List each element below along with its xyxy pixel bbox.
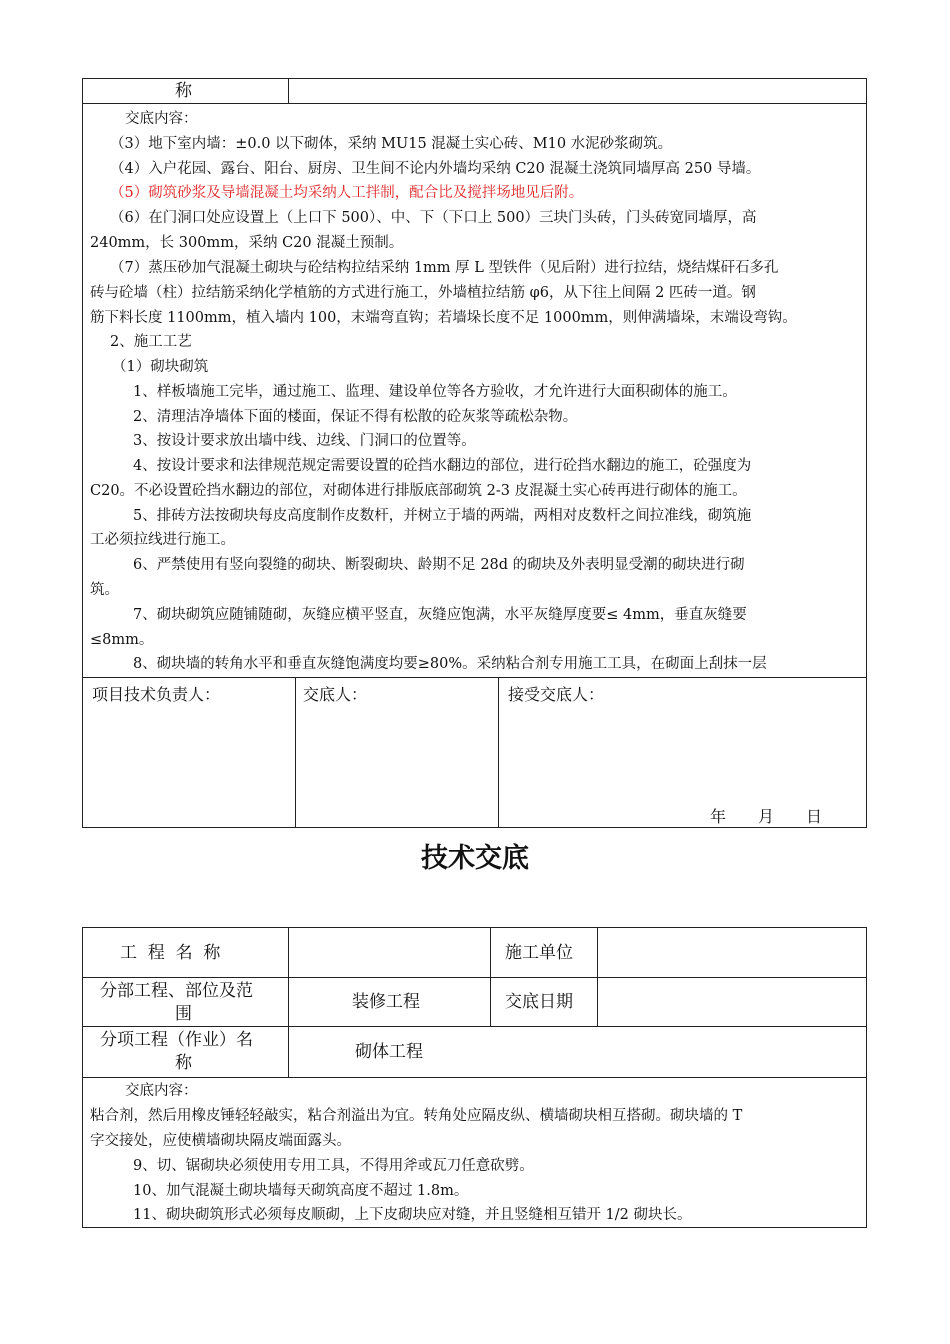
- signature-divider-1: [295, 677, 296, 828]
- top-line-7: 砖与砼墙（柱）拉结筋采纳化学植筋的方式进行施工，外墙植拉结筋 φ6，从下往上间隔 2 匹砖一道。钢: [90, 285, 756, 301]
- top-line-8: 筋下料长度 1100mm，植入墙内 100，末端弯直钩；若墙垛长度不足 1000mm，则伸满墙垛，末端设弯钩。: [90, 310, 797, 326]
- subitem-value: 砌体工程: [355, 1042, 423, 1062]
- document-title: 技术交底: [421, 843, 529, 874]
- top-line-6: （7）蒸压砂加气混凝土砌块与砼结构拉结采纳 1mm 厚 L 型铁件（见后附）进行拉结，烧结煤矸石多孔: [110, 260, 779, 276]
- top-line-13: 3、按设计要求放出墙中线、边线、门洞口的位置等。: [133, 433, 476, 449]
- top-line-18: 6、严禁使用有竖向裂缝的砌块、断裂砌块、龄期不足 28d 的砌块及外表明显受潮的砌块进行砌: [133, 557, 745, 573]
- signature-row-rule: [82, 677, 867, 678]
- top-name-label-tail: 称: [175, 81, 192, 101]
- construction-unit-label: 施工单位: [505, 943, 573, 963]
- signature-divider-2: [498, 677, 499, 828]
- bottom-row-rule-2: [82, 1026, 867, 1027]
- top-line-9: 2、施工工艺: [110, 334, 192, 350]
- top-line-20: 7、砌块砌筑应随铺随砌，灰缝应横平竖直，灰缝应饱满，水平灰缝厚度要≤ 4mm，垂直灰缝要: [133, 607, 747, 623]
- bottom-line-3: 9、切、锯砌块必须使用专用工具，不得用斧或瓦刀任意砍劈。: [133, 1158, 534, 1174]
- bottom-content-label: 交底内容：: [125, 1083, 198, 1099]
- top-line-3-highlight: （5）砌筑砂浆及导墙混凝土均采纳人工拌制，配合比及搅拌场地见后附。: [110, 185, 584, 201]
- discloser-signature-label: 交底人：: [303, 685, 368, 704]
- top-header-rule: [82, 103, 867, 104]
- top-line-22: 8、砌块墙的转角水平和垂直灰缝饱满度均要≥80%。采纳粘合剂专用施工工具，在砌面上刮抹一层: [133, 656, 767, 672]
- top-line-16: 5、排砖方法按砌块每皮高度制作皮数杆，并树立于墙的两端，两相对皮数杆之间拉准线，砌筑施: [133, 508, 752, 524]
- top-line-2: （4）入户花园、露台、阳台、厨房、卫生间不论内外墙均采纳 C20 混凝土浇筑同墙厚高 250 导墙。: [110, 161, 761, 177]
- bottom-row-rule-1: [82, 977, 867, 978]
- top-line-11: 1、样板墙施工完毕，通过施工、监理、建设单位等各方验收，才允许进行大面积砌体的施工。: [133, 384, 737, 400]
- top-line-1: （3）地下室内墙：±0.0 以下砌体，采纳 MU15 混凝土实心砖、M10 水泥砂浆砌筑。: [110, 136, 673, 152]
- top-content-label: 交底内容：: [125, 111, 198, 127]
- top-line-19: 筑。: [90, 582, 119, 598]
- bottom-col-divider-2: [490, 927, 491, 1026]
- top-line-10: （1）砌块砌筑: [112, 359, 209, 375]
- bottom-col-divider-1: [288, 927, 289, 1077]
- disclosure-date-label: 交底日期: [505, 992, 573, 1012]
- date-year-label: 年: [710, 807, 727, 826]
- top-line-14: 4、按设计要求和法律规范规定需要设置的砼挡水翻边的部位，进行砼挡水翻边的施工，砼强度为: [133, 458, 752, 474]
- division-label-line-1: 分部工程、部位及范: [100, 981, 253, 1001]
- top-name-divider: [288, 78, 289, 104]
- division-label-line-2: 围: [175, 1004, 192, 1024]
- bottom-line-1: 粘合剂，然后用橡皮锤轻轻敲实，粘合剂溢出为宜。转角处应隔皮纵、横墙砌块相互搭砌。砌块墙的 T: [90, 1108, 743, 1124]
- tech-lead-signature-label: 项目技术负责人：: [92, 685, 221, 704]
- subitem-label-line-1: 分项工程（作业）名: [100, 1030, 253, 1050]
- top-line-15: C20。不必设置砼挡水翻边的部位，对砌体进行排版底部砌筑 2-3 皮混凝土实心砖再进行砌体的施工。: [90, 483, 747, 499]
- top-line-5: 240mm，长 300mm，采纳 C20 混凝土预制。: [90, 235, 404, 251]
- division-value: 装修工程: [352, 992, 420, 1012]
- top-line-17: 工必须拉线进行施工。: [90, 532, 235, 548]
- top-line-21: ≤8mm。: [90, 632, 154, 648]
- bottom-row-rule-3: [82, 1077, 867, 1078]
- subitem-label-line-2: 称: [175, 1053, 192, 1073]
- bottom-line-4: 10、加气混凝土砌块墙每天砌筑高度不超过 1.8m。: [133, 1183, 469, 1199]
- project-name-label: 工 程 名 称: [120, 943, 221, 963]
- top-line-4: （6）在门洞口处应设置上（上口下 500）、中、下（下口上 500）三块门头砖，门头砖宽同墙厚，高: [110, 210, 757, 226]
- receiver-signature-label: 接受交底人：: [508, 685, 605, 704]
- date-month-label: 月: [758, 807, 775, 826]
- bottom-line-5: 11、砌块砌筑形式必须每皮顺砌，上下皮砌块应对缝，并且竖缝相互错开 1/2 砌块长。: [133, 1207, 692, 1223]
- bottom-col-divider-3: [597, 927, 598, 1026]
- date-day-label: 日: [806, 807, 823, 826]
- top-line-12: 2、清理洁净墙体下面的楼面，保证不得有松散的砼灰浆等疏松杂物。: [133, 409, 578, 425]
- bottom-line-2: 字交接处，应使横墙砌块隔皮端面露头。: [90, 1133, 351, 1149]
